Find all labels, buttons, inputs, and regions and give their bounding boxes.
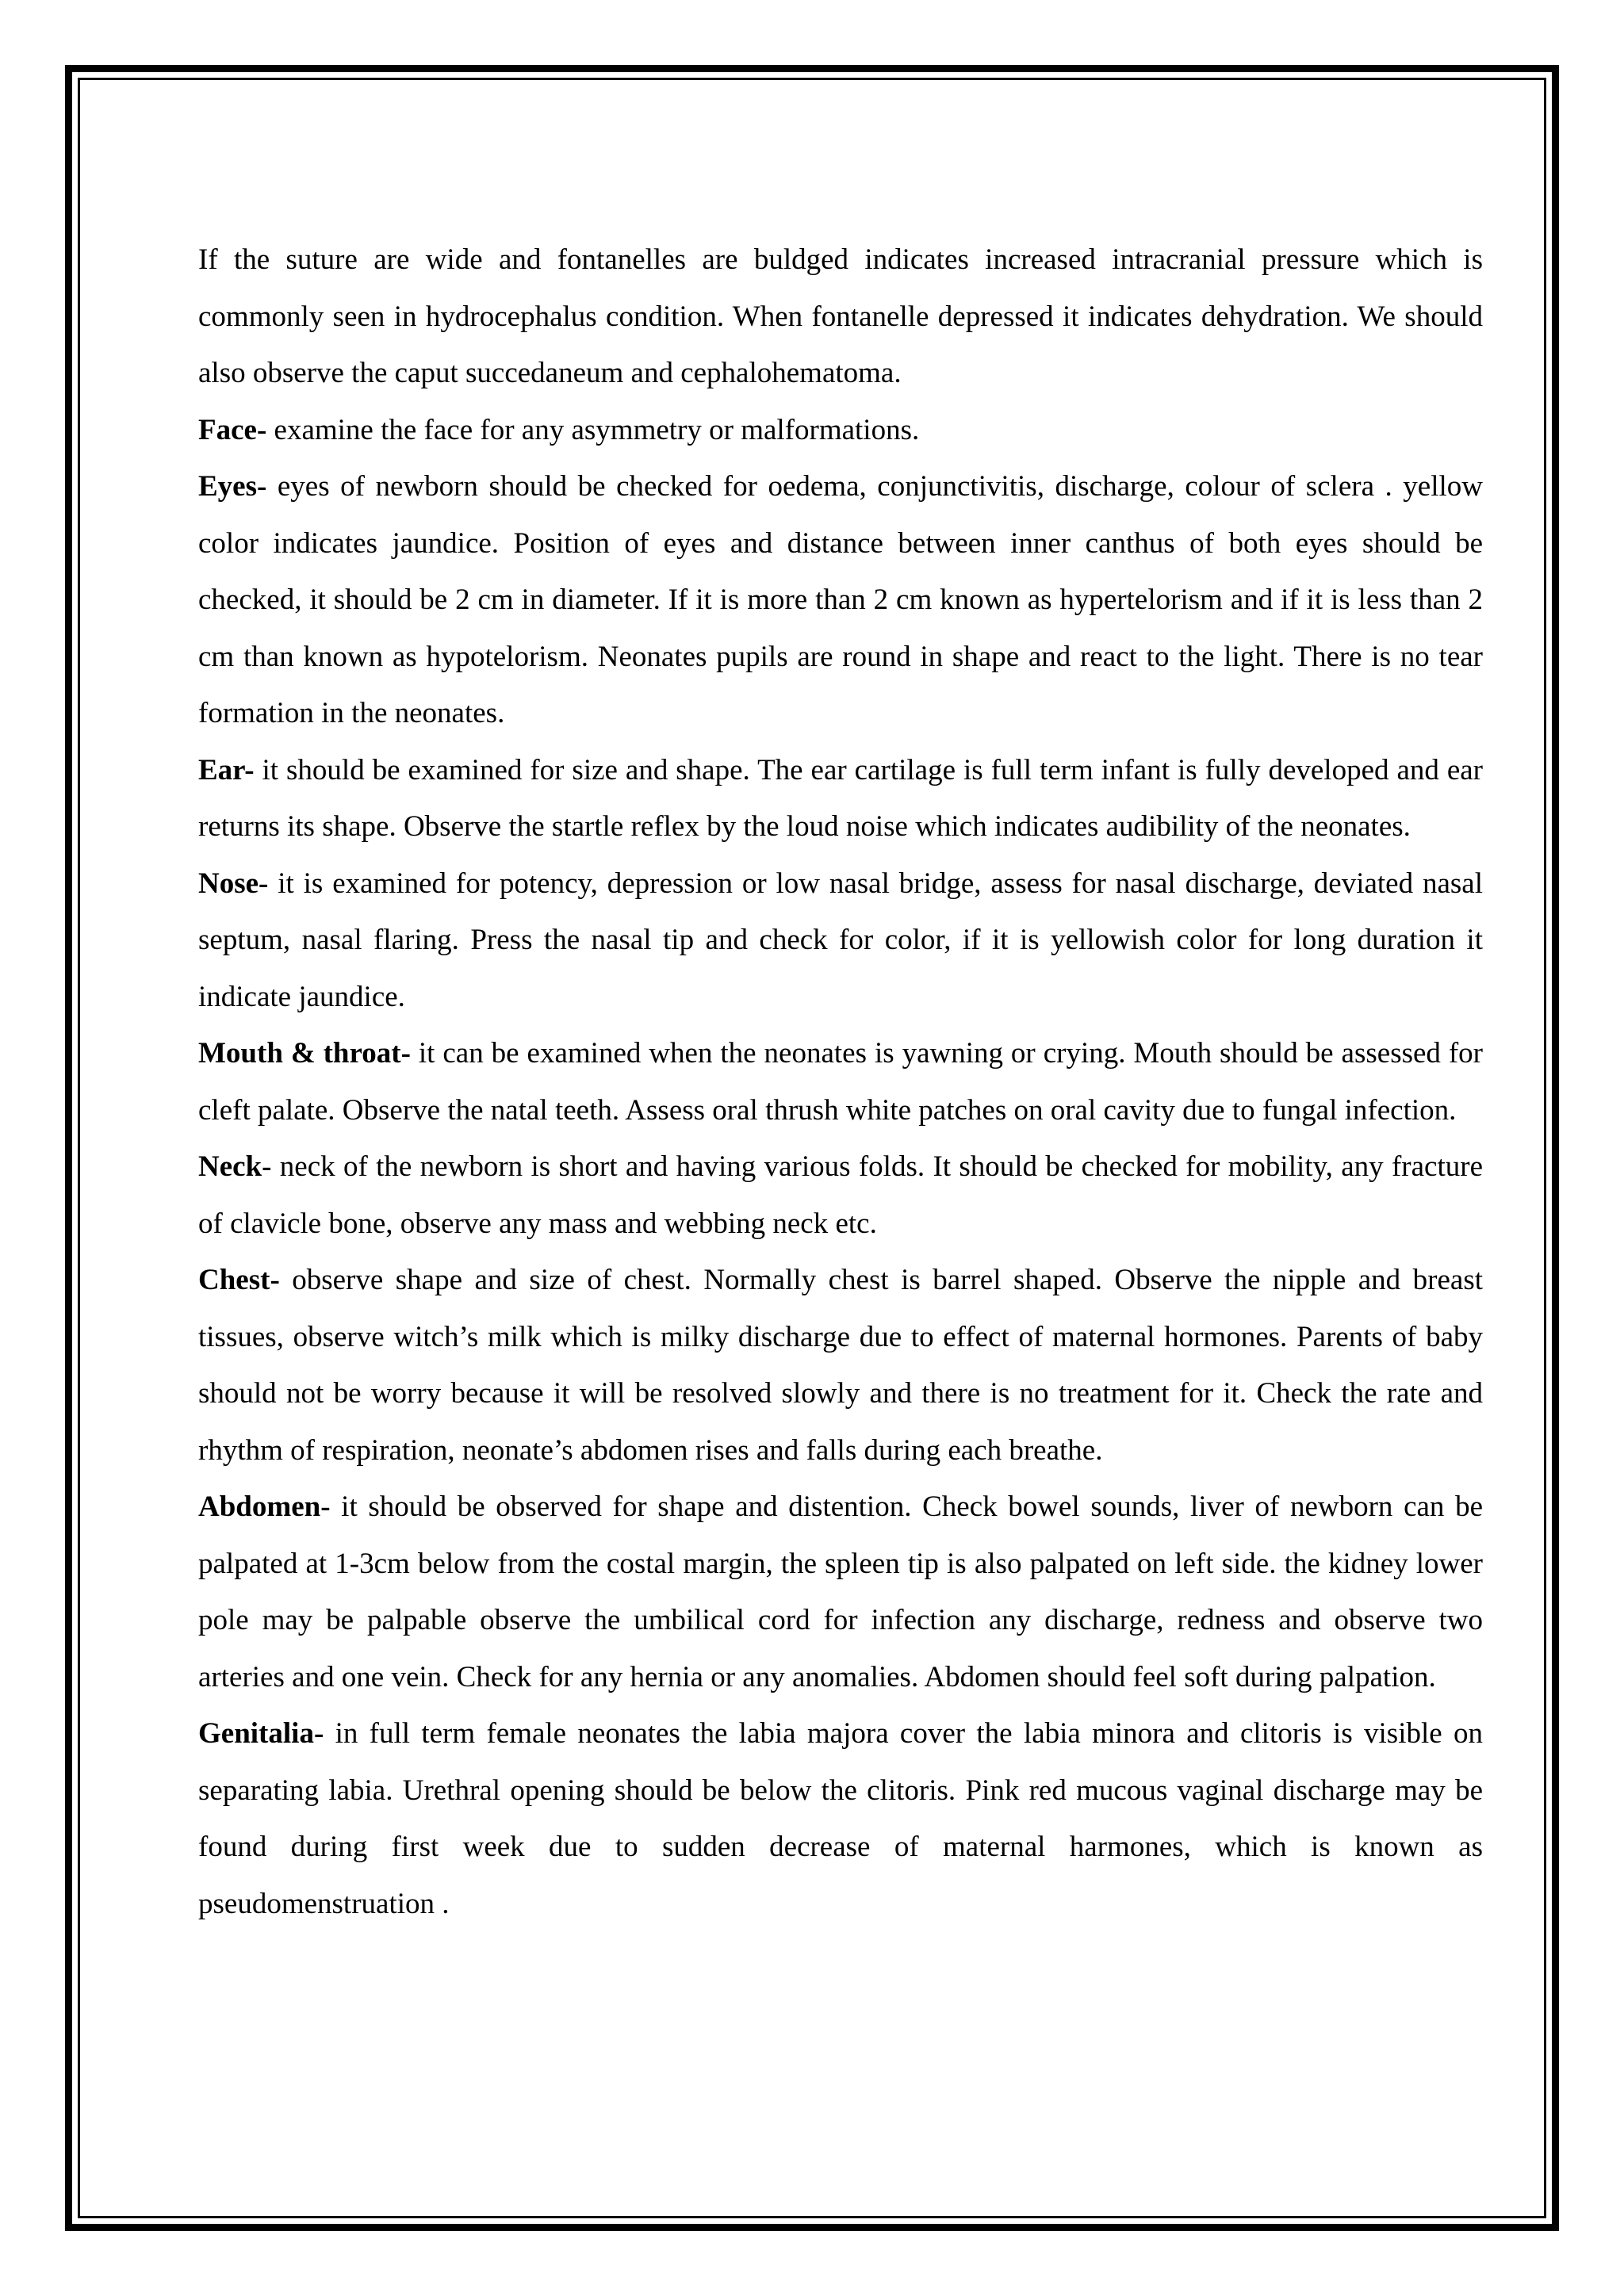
paragraph-ear	[198, 742, 1483, 855]
paragraph-neck	[198, 1138, 1483, 1252]
paragraph-text: in full term female neonates the labia majora cover the labia minora and clitoris is visible on separating labia. Urethral opening should be below the clitoris. Pink red mucous vaginal discharge may be found during first week due to sudden decrease of maternal harmones, which is known as pseudomenstruation .	[198, 1717, 1483, 1920]
paragraph-term: Nose-	[198, 867, 269, 900]
paragraph-term: Neck-	[198, 1150, 272, 1183]
paragraph-term: Eyes-	[198, 470, 267, 503]
paragraph-text: neck of the newborn is short and having various folds. It should be checked for mobility, any fracture of clavicle bone, observe any mass and webbing neck etc.	[198, 1150, 1483, 1240]
paragraph-genitalia	[198, 1705, 1483, 1932]
paragraph-term: Ear-	[198, 753, 255, 786]
paragraph-nose	[198, 855, 1483, 1026]
paragraph-text: it should be observed for shape and distention. Check bowel sounds, liver of newborn can be palpated at 1-3cm below from the costal margin, the spleen tip is also palpated on left side. the kidney lower pole may be palpable observe the umbilical cord for infection any discharge, redness and observe two arteries and one vein. Check for any hernia or any anomalies. Abdomen should feel soft during palpation.	[198, 1490, 1483, 1693]
paragraph-mouth-throat	[198, 1025, 1483, 1138]
paragraph-eyes	[198, 458, 1483, 742]
paragraph-term: Abdomen-	[198, 1490, 331, 1523]
paragraph-abdomen	[198, 1479, 1483, 1705]
paragraph-text: If the suture are wide and fontanelles are buldged indicates increased intracranial pressure which is commonly seen in hydrocephalus condition. When fontanelle depressed it indicates dehydration. We should also observe the caput succedaneum and cephalohematoma.	[198, 243, 1483, 389]
paragraph-text: it should be examined for size and shape. The ear cartilage is full term infant is fully developed and ear returns its shape. Observe the startle reflex by the loud noise which indicates audibility of the neonates.	[198, 753, 1483, 843]
paragraph-text: observe shape and size of chest. Normally chest is barrel shaped. Observe the nipple and breast tissues, observe witch’s milk which is milky discharge due to effect of maternal hormones. Parents of baby should not be worry because it will be resolved slowly and there is no treatment for it. Check the rate and rhythm of respiration, neonate’s abdomen rises and falls during each breathe.	[198, 1264, 1483, 1467]
paragraph-text: examine the face for any asymmetry or malformations.	[266, 413, 920, 446]
paragraph-chest	[198, 1252, 1483, 1479]
paragraph-term: Genitalia-	[198, 1717, 324, 1750]
paragraph-term: Face-	[198, 413, 267, 446]
paragraph-term: Mouth & throat-	[198, 1037, 411, 1070]
paragraph-text: it is examined for potency, depression or low nasal bridge, assess for nasal discharge, deviated nasal septum, nasal flaring. Press the nasal tip and check for color, if it is yellowish color for long duration it indicate jaundice.	[198, 867, 1483, 1013]
paragraph-face	[198, 402, 1483, 459]
document-body	[198, 232, 1483, 1932]
paragraph-text: eyes of newborn should be checked for oedema, conjunctivitis, discharge, colour of sclera . yellow color indicates jaundice. Position of eyes and distance between inner canthus of both eyes should be checked, it should be 2 cm in diameter. If it is more than 2 cm known as hypertelorism and if it is less than 2 cm than known as hypotelorism. Neonates pupils are round in shape and react to the light. There is no tear formation in the neonates.	[198, 470, 1483, 729]
paragraph-text: it can be examined when the neonates is yawning or crying. Mouth should be assessed for cleft palate. Observe the natal teeth. Assess oral thrush white patches on oral cavity due to fungal infection.	[198, 1037, 1483, 1127]
paragraph-term: Chest-	[198, 1264, 280, 1296]
paragraph-fontanelles	[198, 232, 1483, 402]
